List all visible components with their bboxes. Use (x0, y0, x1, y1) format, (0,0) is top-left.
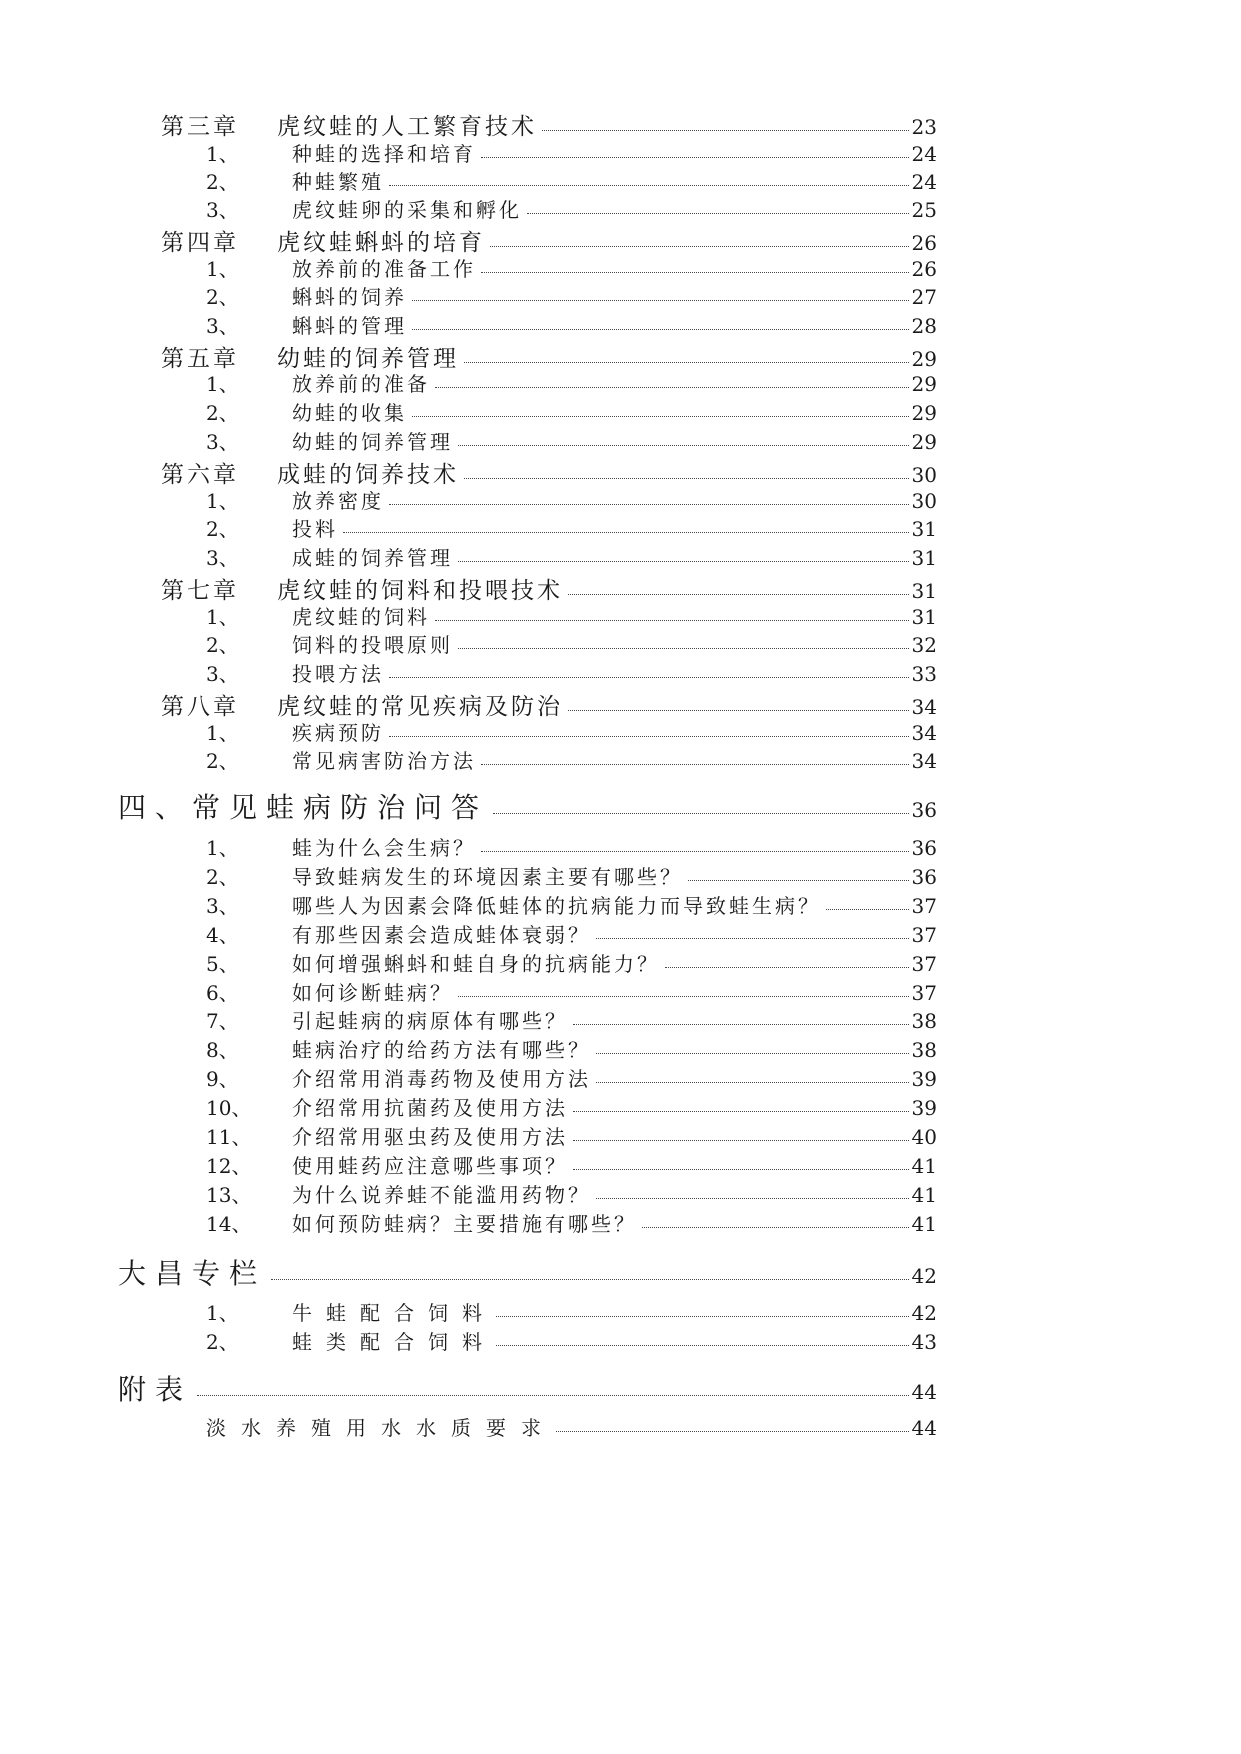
toc-entry-page: 25 (911, 198, 937, 222)
toc-entry-title: 幼蛙的饲养管理 (277, 346, 459, 372)
toc-entry-title: 虎纹蛙的饲料和投喂技术 (277, 578, 563, 604)
toc-entry-number: 3、 (206, 198, 239, 222)
toc-entry[interactable] (206, 485, 937, 514)
toc-entry-title: 如何预防蛙病？主要措施有哪些？ (292, 1212, 637, 1236)
dot-leader (596, 1198, 909, 1199)
toc-entry-title: 成蛙的饲养管理 (292, 546, 453, 570)
toc-entry-page: 36 (911, 836, 937, 860)
toc-entry-title: 常见病害防治方法 (292, 749, 476, 773)
toc-entry-title: 如何诊断蛙病？ (292, 981, 453, 1005)
toc-entry-title: 如何增强蝌蚪和蛙自身的抗病能力？ (292, 952, 660, 976)
toc-entry-page: 34 (911, 695, 937, 719)
dot-leader (642, 1227, 909, 1228)
dot-leader (271, 1279, 909, 1280)
toc-entry-title: 哪些人为因素会降低蛙体的抗病能力而导致蛙生病？ (292, 894, 821, 918)
toc-entry[interactable] (206, 513, 937, 542)
toc-entry-title: 介绍常用抗菌药及使用方法 (292, 1096, 568, 1120)
toc-entry-number: 第七章 (161, 578, 239, 604)
dot-leader (556, 1431, 909, 1432)
toc-entry[interactable] (206, 658, 937, 687)
toc-entry-title: 蛙类配合饲料 (292, 1330, 496, 1354)
toc-entry-number: 第三章 (161, 114, 239, 140)
toc-entry-number: 12、 (206, 1154, 252, 1178)
toc-entry-page: 39 (911, 1067, 937, 1091)
toc-entry-page: 37 (911, 952, 937, 976)
toc-entry-page: 42 (911, 1264, 937, 1288)
dot-leader (596, 938, 909, 939)
toc-entry-title: 饲料的投喂原则 (292, 633, 453, 657)
toc-entry-title: 淡水养殖用水水质要求 (206, 1416, 556, 1440)
dot-leader (481, 851, 909, 852)
toc-entry-number: 7、 (206, 1009, 239, 1033)
toc-entry[interactable] (206, 281, 937, 310)
dot-leader (496, 1345, 909, 1346)
toc-entry[interactable] (206, 426, 937, 455)
toc-entry-title: 幼蛙的收集 (292, 401, 407, 425)
toc-entry-number: 1、 (206, 257, 239, 281)
toc-entry[interactable] (206, 542, 937, 571)
toc-entry[interactable] (118, 1252, 937, 1292)
toc-entry-page: 33 (911, 662, 937, 686)
toc-entry[interactable] (206, 1121, 937, 1150)
toc-entry-number: 13、 (206, 1183, 252, 1207)
toc-entry-title: 种蛙繁殖 (292, 170, 384, 194)
dot-leader (343, 532, 909, 533)
toc-entry-page: 34 (911, 721, 937, 745)
toc-entry[interactable] (206, 1150, 937, 1179)
toc-entry[interactable] (206, 138, 937, 167)
toc-entry-number: 1、 (206, 489, 239, 513)
dot-leader (412, 416, 909, 417)
dot-leader (496, 1316, 909, 1317)
toc-entry-title: 介绍常用驱虫药及使用方法 (292, 1125, 568, 1149)
toc-entry-page: 29 (911, 401, 937, 425)
toc-entry-number: 2、 (206, 517, 239, 541)
dot-leader (688, 880, 909, 881)
toc-entry[interactable] (206, 1063, 937, 1092)
toc-entry-number: 5、 (206, 952, 239, 976)
toc-entry[interactable] (161, 108, 937, 141)
toc-entry-title: 虎纹蛙的饲料 (292, 605, 430, 629)
dot-leader (197, 1395, 909, 1396)
toc-entry-number: 11、 (206, 1125, 252, 1149)
dot-leader (389, 677, 909, 678)
toc-entry-page: 44 (911, 1380, 937, 1404)
toc-entry-page: 26 (911, 231, 937, 255)
toc-entry[interactable] (206, 166, 937, 195)
toc-entry-page: 38 (911, 1009, 937, 1033)
dot-leader (568, 710, 909, 711)
toc-entry[interactable] (206, 397, 937, 426)
toc-entry-page: 32 (911, 633, 937, 657)
toc-entry-number: 2、 (206, 633, 239, 657)
toc-entry-title: 四、常见蛙病防治问答 (118, 791, 489, 824)
dot-leader (596, 1082, 909, 1083)
dot-leader (412, 329, 909, 330)
toc-entry-page: 37 (911, 981, 937, 1005)
toc-entry-page: 41 (911, 1154, 937, 1178)
toc-entry-title: 导致蛙病发生的环境因素主要有哪些？ (292, 865, 683, 889)
dot-leader (573, 1111, 909, 1112)
toc-entry-page: 36 (911, 798, 937, 822)
toc-entry-title: 放养前的准备工作 (292, 257, 476, 281)
dot-leader (481, 157, 909, 158)
toc-entry-number: 14、 (206, 1212, 252, 1236)
toc-entry[interactable] (206, 194, 937, 223)
dot-leader (665, 967, 909, 968)
toc-entry-page: 42 (911, 1301, 937, 1325)
toc-entry-page: 31 (911, 517, 937, 541)
toc-entry-title: 大昌专栏 (118, 1257, 267, 1290)
toc-entry-number: 3、 (206, 546, 239, 570)
toc-entry-number: 4、 (206, 923, 239, 947)
toc-entry-title: 虎纹蛙的常见疾病及防治 (277, 694, 563, 720)
dot-leader (493, 813, 909, 814)
toc-entry-page: 24 (911, 170, 937, 194)
toc-entry-title: 蛙病治疗的给药方法有哪些？ (292, 1038, 591, 1062)
toc-entry-title: 蝌蚪的管理 (292, 314, 407, 338)
toc-entry-title: 附表 (118, 1373, 193, 1406)
toc-entry-page: 39 (911, 1096, 937, 1120)
toc-entry-number: 第八章 (161, 694, 239, 720)
toc-entry-title: 蝌蚪的饲养 (292, 285, 407, 309)
toc-entry-page: 26 (911, 257, 937, 281)
toc-entry-number: 3、 (206, 430, 239, 454)
toc-entry-page: 41 (911, 1183, 937, 1207)
dot-leader (458, 445, 909, 446)
toc-entry-number: 3、 (206, 662, 239, 686)
toc-entry-title: 有那些因素会造成蛙体衰弱？ (292, 923, 591, 947)
toc-entry-number: 第四章 (161, 230, 239, 256)
toc-entry-page: 41 (911, 1212, 937, 1236)
toc-entry-page: 37 (911, 923, 937, 947)
dot-leader (568, 594, 909, 595)
toc-entry[interactable] (118, 786, 937, 826)
toc-entry-title: 种蛙的选择和培育 (292, 142, 476, 166)
toc-entry-title: 介绍常用消毒药物及使用方法 (292, 1067, 591, 1091)
toc-entry-page: 37 (911, 894, 937, 918)
toc-entry[interactable] (206, 745, 937, 774)
toc-entry-number: 3、 (206, 314, 239, 338)
toc-entry[interactable] (206, 629, 937, 658)
toc-entry-page: 24 (911, 142, 937, 166)
dot-leader (464, 362, 909, 363)
toc-entry-page: 31 (911, 605, 937, 629)
toc-entry-number: 1、 (206, 605, 239, 629)
toc-entry-page: 40 (911, 1125, 937, 1149)
dot-leader (573, 1169, 909, 1170)
toc-entry-page: 31 (911, 579, 937, 603)
toc-entry[interactable] (206, 601, 937, 630)
toc-entry[interactable] (206, 861, 937, 890)
toc-entry[interactable] (206, 890, 937, 919)
toc-entry[interactable] (206, 919, 937, 948)
toc-entry-number: 8、 (206, 1038, 239, 1062)
toc-entry-page: 30 (911, 489, 937, 513)
toc-entry[interactable] (206, 310, 937, 339)
toc-entry-title: 使用蛙药应注意哪些事项？ (292, 1154, 568, 1178)
toc-entry-page: 31 (911, 546, 937, 570)
dot-leader (389, 736, 909, 737)
toc-entry-page: 28 (911, 314, 937, 338)
toc-entry-number: 2、 (206, 749, 239, 773)
toc-entry-page: 30 (911, 463, 937, 487)
toc-entry-number: 2、 (206, 170, 239, 194)
toc-entry-page: 23 (911, 115, 937, 139)
toc-entry-title: 蛙为什么会生病？ (292, 836, 476, 860)
toc-entry-page: 44 (911, 1416, 937, 1440)
dot-leader (458, 648, 909, 649)
toc-entry-page: 29 (911, 347, 937, 371)
dot-leader (573, 1024, 909, 1025)
toc-entry[interactable] (206, 977, 937, 1006)
toc-entry-title: 投喂方法 (292, 662, 384, 686)
toc-entry[interactable] (206, 1005, 937, 1034)
toc-entry-number: 2、 (206, 285, 239, 309)
toc-entry[interactable] (118, 1368, 937, 1408)
toc-entry[interactable] (206, 1092, 937, 1121)
toc-entry[interactable] (206, 1297, 937, 1326)
dot-leader (435, 620, 909, 621)
dot-leader (389, 504, 909, 505)
toc-entry-number: 2、 (206, 865, 239, 889)
toc-entry-page: 29 (911, 372, 937, 396)
dot-leader (527, 213, 909, 214)
toc-entry-number: 9、 (206, 1067, 239, 1091)
toc-entry-title: 虎纹蛙蝌蚪的培育 (277, 230, 485, 256)
toc-entry[interactable] (206, 1208, 937, 1237)
toc-entry-number: 1、 (206, 1301, 239, 1325)
toc-entry[interactable] (206, 1326, 937, 1355)
toc-entry[interactable] (206, 253, 937, 282)
toc-entry-title: 疾病预防 (292, 721, 384, 745)
toc-entry-page: 34 (911, 749, 937, 773)
toc-entry-page: 29 (911, 430, 937, 454)
toc-entry-number: 1、 (206, 142, 239, 166)
toc-entry-title: 成蛙的饲养技术 (277, 462, 459, 488)
toc-entry-number: 10、 (206, 1096, 252, 1120)
dot-leader (826, 909, 909, 910)
toc-entry-title: 牛蛙配合饲料 (292, 1301, 496, 1325)
toc-entry-page: 43 (911, 1330, 937, 1354)
toc-entry[interactable] (206, 717, 937, 746)
toc-entry-number: 3、 (206, 894, 239, 918)
toc-entry-page: 38 (911, 1038, 937, 1062)
toc-entry-number: 1、 (206, 836, 239, 860)
dot-leader (458, 996, 909, 997)
toc-entry-title: 幼蛙的饲养管理 (292, 430, 453, 454)
dot-leader (389, 185, 909, 186)
dot-leader (573, 1140, 909, 1141)
toc-entry[interactable] (206, 368, 937, 397)
dot-leader (542, 130, 909, 131)
toc-entry-title: 虎纹蛙的人工繁育技术 (277, 114, 537, 140)
toc-entry[interactable] (206, 1034, 937, 1063)
toc-entry-title: 放养密度 (292, 489, 384, 513)
toc-entry-number: 1、 (206, 372, 239, 396)
toc-entry-number: 2、 (206, 1330, 239, 1354)
dot-leader (435, 387, 909, 388)
toc-entry-title: 为什么说养蛙不能滥用药物？ (292, 1183, 591, 1207)
dot-leader (481, 764, 909, 765)
toc-entry-number: 1、 (206, 721, 239, 745)
toc-entry-title: 投料 (292, 517, 338, 541)
dot-leader (596, 1053, 909, 1054)
toc-entry-number: 第五章 (161, 346, 239, 372)
toc-entry[interactable] (206, 1179, 937, 1208)
dot-leader (481, 272, 909, 273)
toc-entry[interactable] (206, 1412, 937, 1441)
toc-entry-title: 虎纹蛙卵的采集和孵化 (292, 198, 522, 222)
dot-leader (412, 300, 909, 301)
toc-entry-title: 放养前的准备 (292, 372, 430, 396)
toc-entry-number: 第六章 (161, 462, 239, 488)
toc-entry[interactable] (206, 948, 937, 977)
toc-entry-number: 2、 (206, 401, 239, 425)
toc-entry-page: 27 (911, 285, 937, 309)
toc-entry-title: 引起蛙病的病原体有哪些？ (292, 1009, 568, 1033)
dot-leader (458, 561, 909, 562)
toc-entry-page: 36 (911, 865, 937, 889)
dot-leader (464, 478, 909, 479)
toc-entry[interactable] (206, 832, 937, 861)
toc-entry-number: 6、 (206, 981, 239, 1005)
dot-leader (490, 246, 909, 247)
